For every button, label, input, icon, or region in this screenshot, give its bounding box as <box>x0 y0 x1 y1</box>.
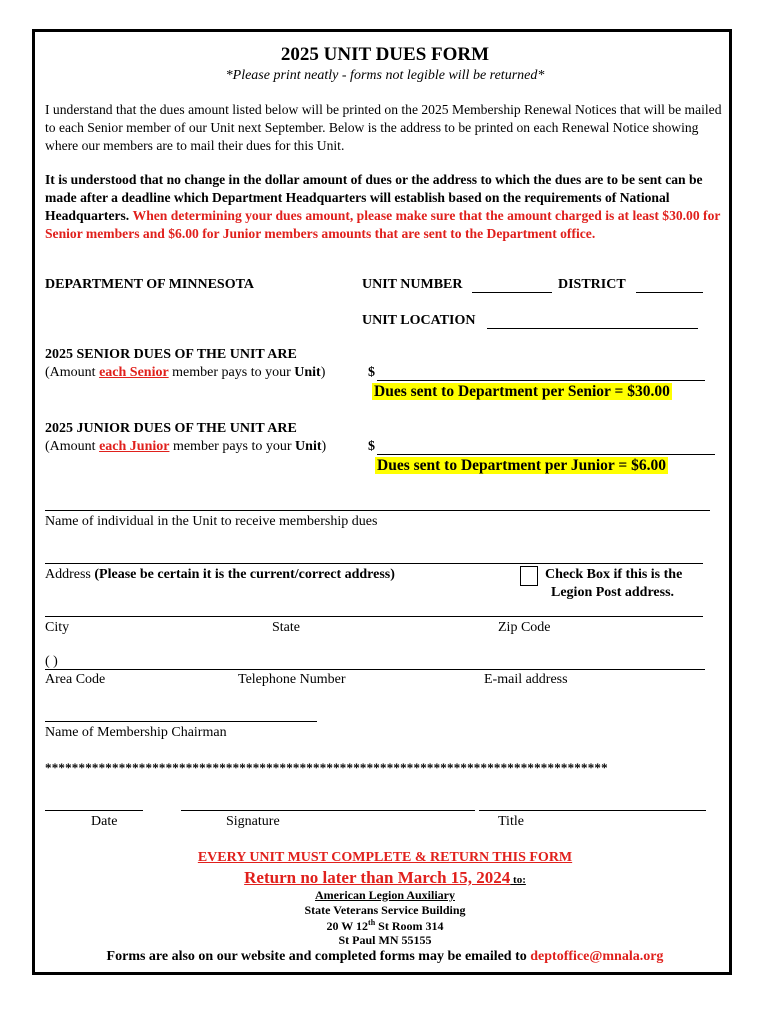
title-field[interactable] <box>479 810 706 811</box>
unit-number-label: UNIT NUMBER <box>362 277 463 292</box>
website-note <box>0 949 770 965</box>
title-label: Title <box>498 814 524 829</box>
junior-note-mid: member pays to your <box>169 439 296 454</box>
senior-dues-field[interactable] <box>377 380 705 381</box>
notice-red-text: When determining your dues amount, please make sure that the amount charged is at least $30.00 for Senior members and $6.00 for Junior members amounts that are sent to the Department office. <box>45 208 721 241</box>
junior-unit-text: Unit <box>295 439 322 454</box>
senior-dept-dues-text: Dues sent to Department per Senior = $30.00 <box>374 383 670 400</box>
junior-dept-dues <box>375 457 668 475</box>
checkbox-label-line2: Legion Post address. <box>551 585 675 600</box>
return-deadline <box>0 868 770 888</box>
state-label: State <box>272 620 300 635</box>
zip-label: Zip Code <box>498 620 551 635</box>
unit-location-field[interactable] <box>487 328 698 329</box>
address-field[interactable] <box>45 563 703 564</box>
dept-email-link[interactable]: deptoffice@mnala.org <box>530 949 664 964</box>
unit-location-label: UNIT LOCATION <box>362 313 476 328</box>
senior-dues-heading: 2025 SENIOR DUES OF THE UNIT ARE <box>45 347 297 362</box>
city-label: City <box>45 620 70 635</box>
junior-dues-field[interactable] <box>377 454 715 455</box>
junior-dues-note <box>45 439 326 455</box>
checkbox-label-line1: Check Box if this is the <box>545 567 683 582</box>
signature-field[interactable] <box>181 810 475 811</box>
legion-post-checkbox[interactable] <box>520 566 538 586</box>
recipient-name-field[interactable] <box>45 510 710 511</box>
street-sup: th <box>368 918 376 927</box>
district-field[interactable] <box>636 292 703 293</box>
date-field[interactable] <box>45 810 143 811</box>
junior-dept-dues-text: Dues sent to Department per Junior = $6.00 <box>377 457 666 474</box>
telephone-label: Telephone Number <box>238 672 346 687</box>
junior-each-text: each Junior <box>99 439 170 454</box>
separator-stars: ************************************************************************************ <box>45 760 608 775</box>
city-address: St Paul MN 55155 <box>338 933 432 947</box>
city-state-zip-field[interactable] <box>45 616 703 617</box>
form-subtitle: *Please print neatly - forms not legible will be returned* <box>225 68 545 83</box>
senior-note-mid: member pays to your <box>168 365 295 380</box>
district-label: DISTRICT <box>558 277 626 292</box>
area-code-label: Area Code <box>45 672 106 687</box>
street-post: St Room 314 <box>375 919 444 933</box>
senior-note-post: ) <box>320 365 326 380</box>
notice-bold-text: It is understood that no change in the dollar amount of dues or the address to which the dues are to be sent can be made after a deadline which Department Headquarters will establish based on the requirements of National Headquarters. <box>45 172 703 223</box>
street-pre: 20 W 12 <box>326 919 369 933</box>
street-address <box>0 918 770 934</box>
form-title: 2025 UNIT DUES FORM <box>280 44 490 65</box>
every-unit-notice: EVERY UNIT MUST COMPLETE & RETURN THIS FORM <box>197 850 573 865</box>
area-code-parens: ( ) <box>45 654 58 669</box>
senior-dues-note <box>45 365 325 381</box>
senior-dept-dues <box>372 383 672 401</box>
org-name: American Legion Auxiliary <box>315 888 455 902</box>
return-deadline-text: Return no later than March 15, 2024 <box>244 868 511 887</box>
chairman-name-field[interactable] <box>45 721 317 722</box>
junior-note-post: ) <box>321 439 327 454</box>
senior-dollar-sign: $ <box>368 365 375 380</box>
address-label-text: Address <box>45 567 95 582</box>
email-label: E-mail address <box>484 672 568 687</box>
address-note: (Please be certain it is the current/correct address) <box>94 567 395 582</box>
chairman-label: Name of Membership Chairman <box>45 725 227 740</box>
senior-note-pre: (Amount <box>45 365 100 380</box>
intro-paragraph: I understand that the dues amount listed below will be printed on the 2025 Membership Renewal Notices that will be mailed to each Senior member of our Unit next September. Below is the address to be printed on each Renewal Notice showing where our members are to mail their dues for this Unit. <box>45 102 722 153</box>
unit-number-field[interactable] <box>472 292 552 293</box>
junior-dollar-sign: $ <box>368 439 375 454</box>
senior-each-text: each Senior <box>99 365 169 380</box>
building-name: State Veterans Service Building <box>304 903 466 917</box>
address-label <box>45 567 395 583</box>
website-note-text: Forms are also on our website and completed forms may be emailed to <box>106 949 531 964</box>
return-to-text: to: <box>510 874 526 886</box>
junior-note-pre: (Amount <box>45 439 100 454</box>
junior-dues-heading: 2025 JUNIOR DUES OF THE UNIT ARE <box>45 421 297 436</box>
signature-label: Signature <box>226 814 280 829</box>
phone-email-field[interactable] <box>45 669 705 670</box>
recipient-name-label: Name of individual in the Unit to receive membership dues <box>45 514 378 529</box>
notice-paragraph <box>45 171 725 243</box>
senior-unit-text: Unit <box>294 365 321 380</box>
date-label: Date <box>91 814 118 829</box>
department-label: DEPARTMENT OF MINNESOTA <box>45 277 255 292</box>
